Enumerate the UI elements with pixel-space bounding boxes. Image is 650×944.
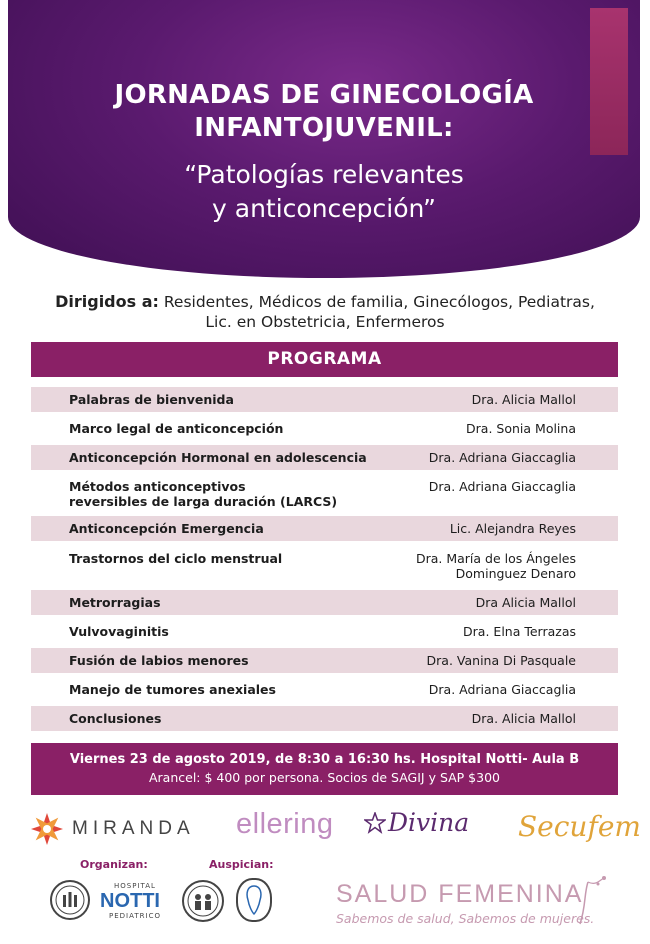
row-speaker: Dra. Alicia Mallol [471, 711, 576, 726]
header-banner [8, 0, 640, 278]
program-row [31, 445, 618, 470]
programa-header: PROGRAMA [31, 342, 618, 377]
row-topic: Metrorragias [69, 595, 161, 610]
row-topic: Vulvovaginitis [69, 624, 169, 639]
row-speaker: Dra. Adriana Giaccaglia [428, 450, 576, 465]
notti-name: NOTTI [100, 890, 160, 912]
audience-line2: Lic. en Obstetricia, Enfermeros [205, 313, 445, 331]
event-info-band [31, 743, 618, 795]
row-topic: Fusión de labios menores [69, 653, 249, 668]
program-row [31, 590, 618, 615]
program-row [31, 387, 618, 412]
audience-line1 [20, 292, 630, 311]
salud-femenina-logo [336, 880, 594, 926]
row-speaker: Dra. Vanina Di Pasquale [426, 653, 576, 668]
divina-star-icon [364, 812, 386, 834]
hospital-notti-logo [100, 882, 170, 922]
row-topic: Conclusiones [69, 711, 162, 726]
divina-wordmark: Divina [388, 808, 470, 837]
salud-femenina-wordmark: SALUD FEMENINA [336, 880, 584, 908]
row-speaker: Dra. Adriana Giaccaglia [428, 682, 576, 697]
row-topic: Marco legal de anticoncepción [69, 421, 284, 436]
row-topic [69, 479, 337, 509]
event-date-venue: Viernes 23 de agosto 2019, de 8:30 a 16:30 hs. Hospital Notti- Aula B [69, 752, 580, 767]
organizan-label: Organizan: [80, 858, 148, 871]
divina-logo [364, 808, 469, 837]
row-speaker-line2: Dominguez Denaro [455, 566, 576, 581]
row-speaker: Dra Alicia Mallol [475, 595, 576, 610]
row-speaker [416, 551, 576, 581]
row-topic-line1: Métodos anticonceptivos [69, 479, 246, 494]
secufem-logo: Secufem [518, 810, 641, 843]
program-row [31, 619, 618, 644]
auspician-label: Auspician: [209, 858, 274, 871]
society-emblem-icon [236, 878, 272, 922]
program-row [31, 516, 618, 541]
row-topic: Anticoncepción Hormonal en adolescencia [69, 450, 367, 465]
program-row [31, 648, 618, 673]
miranda-star-icon [30, 812, 64, 846]
row-speaker: Dra. Alicia Mallol [471, 392, 576, 407]
audience-label: Dirigidos a: [55, 292, 159, 311]
sap-seal-icon [182, 880, 224, 922]
row-speaker: Dra. Adriana Giaccaglia [428, 479, 576, 494]
row-speaker: Dra. Elna Terrazas [463, 624, 576, 639]
sagij-seal-icon [50, 880, 90, 920]
program-row [31, 416, 618, 441]
banner-subtitle-line1: “Patologías relevantes [184, 160, 464, 189]
row-speaker: Lic. Alejandra Reyes [449, 521, 576, 536]
notti-top-text: HOSPITAL [114, 882, 156, 890]
program-row [31, 474, 618, 512]
miranda-wordmark: MIRANDA [72, 818, 195, 839]
notti-bottom-text: PEDIATRICO [109, 912, 161, 920]
event-fee: Arancel: $ 400 por persona. Socios de SAGIJ y SAP $300 [148, 770, 500, 785]
miranda-logo [30, 812, 195, 846]
banner-title-line1: JORNADAS DE GINECOLOGÍA [114, 80, 534, 110]
row-speaker-line1: Dra. María de los Ángeles [415, 551, 576, 566]
program-row [31, 677, 618, 702]
row-topic: Trastornos del ciclo menstrual [69, 551, 283, 566]
salud-femenina-tagline: Sabemos de salud, Sabemos de mujeres. [336, 911, 595, 926]
row-topic: Palabras de bienvenida [69, 392, 234, 407]
program-row [31, 545, 618, 585]
row-speaker: Dra. Sonia Molina [466, 421, 576, 436]
woman-figure-icon [566, 874, 610, 932]
banner-title-line2: INFANTOJUVENIL: [194, 113, 454, 143]
program-row [31, 706, 618, 731]
ellering-logo: ellering [236, 808, 334, 840]
audience-text-1: Residentes, Médicos de familia, Ginecólogos, Pediatras, [158, 293, 595, 311]
row-topic: Manejo de tumores anexiales [69, 682, 276, 697]
row-topic: Anticoncepción Emergencia [69, 521, 264, 536]
row-topic-line2: reversibles de larga duración (LARCS) [69, 494, 338, 509]
banner-subtitle-line2: y anticoncepción” [212, 194, 436, 223]
